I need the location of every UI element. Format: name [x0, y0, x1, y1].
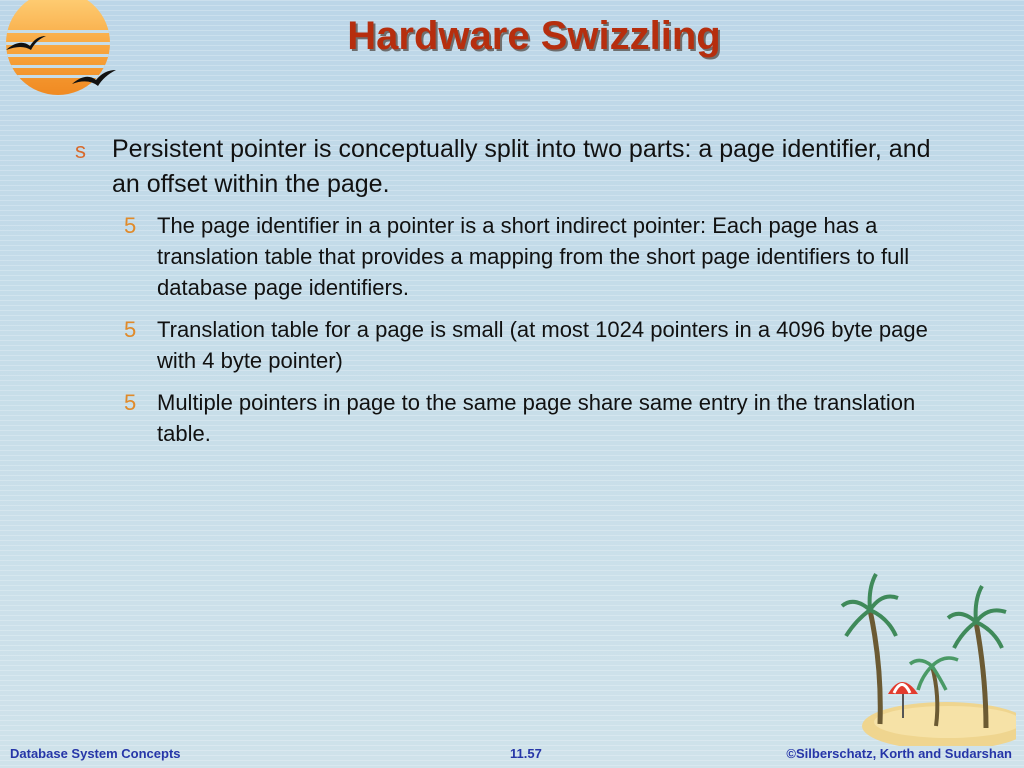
sub-bullet-marker: 5 [124, 213, 137, 238]
sub-bullet-text: Multiple pointers in page to the same page share same entry in the translation table. [157, 390, 916, 446]
palm-island-umbrella-icon [836, 566, 1016, 746]
footer-page-number: 11.57 [510, 746, 542, 761]
footer-course-title: Database System Concepts [10, 746, 181, 761]
slide-title: Hardware Swizzling [347, 14, 721, 58]
sub-bullet-item [124, 210, 952, 303]
sub-bullet-marker: 5 [124, 317, 137, 342]
slide-footer [0, 746, 1024, 764]
slide-content [72, 132, 952, 460]
sub-bullet-item [124, 387, 952, 449]
bullet-text: Persistent pointer is conceptually split into two parts: a page identifier, and an offset within the page. [112, 135, 931, 198]
sub-bullet-list [72, 210, 952, 449]
sub-bullet-marker: 5 [124, 390, 137, 415]
sub-bullet-text: Translation table for a page is small (at most 1024 pointers in a 4096 byte page with 4 byte pointer) [157, 317, 928, 373]
footer-copyright: ©Silberschatz, Korth and Sudarshan [786, 746, 1012, 761]
bullet-item [72, 132, 952, 202]
sub-bullet-text: The page identifier in a pointer is a short indirect pointer: Each page has a translation table that provides a mapping from the short page identifiers to full database page identifiers. [157, 213, 910, 300]
bullet-marker: s [75, 138, 86, 163]
sub-bullet-item [124, 314, 952, 376]
